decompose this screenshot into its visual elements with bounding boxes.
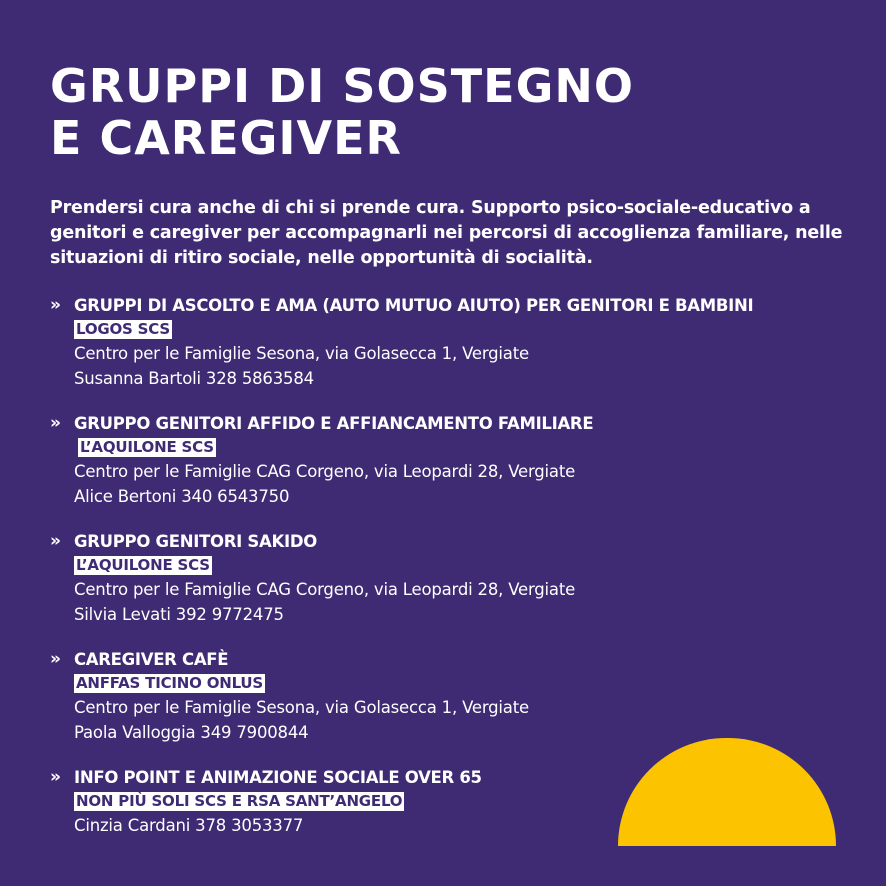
page-title-line-1: GRUPPI DI SOSTEGNO <box>50 59 634 113</box>
group-organization: L’AQUILONE SCS <box>80 438 214 456</box>
page-title <box>50 60 634 164</box>
group-address: Centro per le Famiglie Sesona, via Golasecca 1, Vergiate <box>74 698 529 717</box>
bullet-icon: » <box>50 767 61 787</box>
group-address: Centro per le Famiglie Sesona, via Golasecca 1, Vergiate <box>74 344 529 363</box>
bullet-icon: » <box>50 413 61 433</box>
group-title: CAREGIVER CAFÈ <box>74 650 229 669</box>
group-contact: Alice Bertoni 340 6543750 <box>74 487 290 506</box>
group-contact: Silvia Levati 392 9772475 <box>74 605 284 624</box>
group-organization: NON PIÙ SOLI SCS E RSA SANT’ANGELO <box>76 792 403 810</box>
group-title: INFO POINT E ANIMAZIONE SOCIALE OVER 65 <box>74 768 482 787</box>
bullet-icon: » <box>50 531 61 551</box>
page-title-line-2: E CAREGIVER <box>50 111 402 165</box>
group-item <box>50 411 830 509</box>
group-contact: Susanna Bartoli 328 5863584 <box>74 369 314 388</box>
group-title: GRUPPI DI ASCOLTO E AMA (AUTO MUTUO AIUTO) PER GENITORI E BAMBINI <box>74 296 754 315</box>
group-organization: L’AQUILONE SCS <box>76 556 210 574</box>
group-title: GRUPPO GENITORI AFFIDO E AFFIANCAMENTO FAMILIARE <box>74 414 594 433</box>
group-organization: LOGOS SCS <box>76 320 170 338</box>
bullet-icon: » <box>50 295 61 315</box>
group-address: Centro per le Famiglie CAG Corgeno, via Leopardi 28, Vergiate <box>74 462 576 481</box>
group-contact: Paola Valloggia 349 7900844 <box>74 723 309 742</box>
intro-paragraph: Prendersi cura anche di chi si prende cura. Supporto psico-sociale-educativo a genitori e caregiver per accompagnarli nei percorsi di accoglienza familiare, nelle situazioni di ritiro sociale, nelle opportunità di socialità. <box>50 198 843 268</box>
group-title: GRUPPO GENITORI SAKIDO <box>74 532 317 551</box>
group-item <box>50 293 830 391</box>
group-organization: ANFFAS TICINO ONLUS <box>76 674 264 692</box>
group-address: Centro per le Famiglie CAG Corgeno, via Leopardi 28, Vergiate <box>74 580 576 599</box>
bullet-icon: » <box>50 649 61 669</box>
group-item <box>50 529 830 627</box>
group-contact: Cinzia Cardani 378 3053377 <box>74 816 304 835</box>
group-item <box>50 647 830 745</box>
